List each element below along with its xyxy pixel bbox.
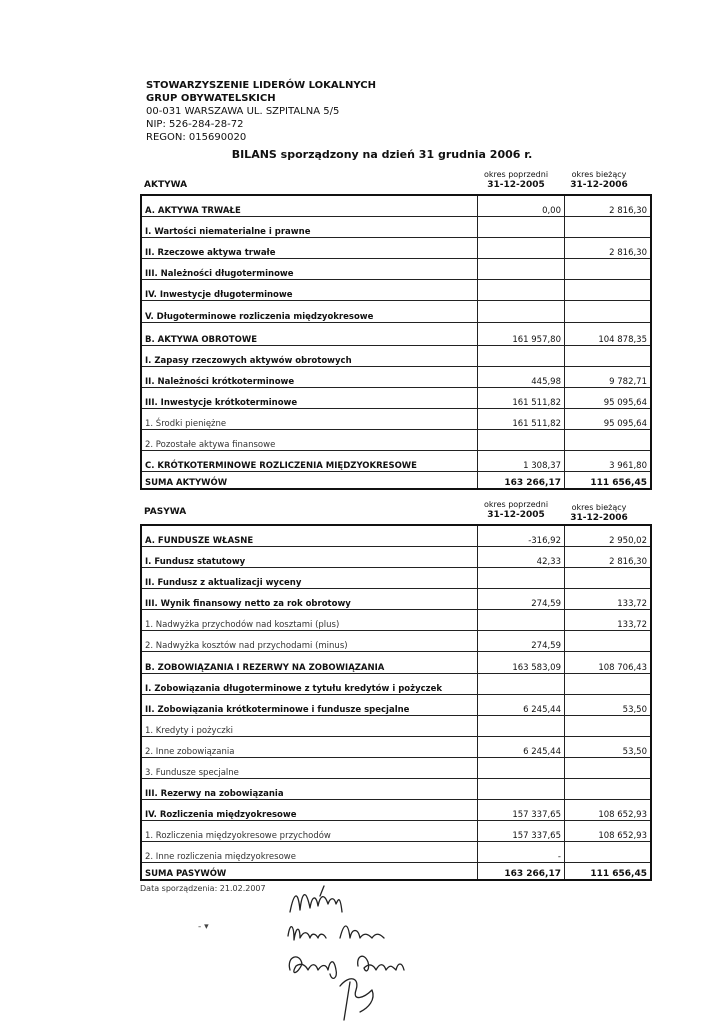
row-label: 2. Inne zobowiązania (141, 736, 478, 757)
aktywa-row-iii-naleznosci-dlugoterminowe (141, 258, 651, 279)
pasywa-row-ii-fundusz-z-aktualizacji-wyceny (141, 567, 651, 588)
row-curr-value (565, 429, 652, 450)
row-curr-value: 104 878,35 (565, 322, 652, 345)
pasywa-row-2-inne-zobowiazania (141, 736, 651, 757)
row-label: 1. Rozliczenia międzyokresowe przychodów (141, 820, 478, 841)
aktywa-row-v-dlugoterminowe-rozliczenia-miedzyokres (141, 300, 651, 322)
pasywa-row-1-rozliczenia-miedzyokresowe-przychodow (141, 820, 651, 841)
row-curr-value: 53,50 (565, 736, 652, 757)
row-label: III. Wynik finansowy netto za rok obrotowy (141, 588, 478, 609)
row-label: 1. Środki pieniężne (141, 408, 478, 429)
pasywa-row-ii-zobowiazania-krotkoterminowe-i-fundus (141, 694, 651, 715)
curr-period-date: 31-12-2006 (570, 180, 628, 190)
row-prev-value: - (478, 841, 565, 862)
row-label: 1. Nadwyżka przychodów nad kosztami (plus) (141, 609, 478, 630)
row-curr-value (565, 715, 652, 736)
row-prev-value (478, 673, 565, 694)
row-curr-value: 95 095,64 (565, 408, 652, 429)
curr-period-date: 31-12-2006 (570, 513, 628, 523)
aktywa-prev-header (476, 170, 556, 190)
row-prev-value (478, 300, 565, 322)
row-label: II. Rzeczowe aktywa trwałe (141, 237, 478, 258)
pasywa-curr-header (559, 503, 639, 523)
row-label: II. Zobowiązania krótkoterminowe i fundusze specjalne (141, 694, 478, 715)
aktywa-row-ii-rzeczowe-aktywa-trwale (141, 237, 651, 258)
row-prev-value: 1 308,37 (478, 450, 565, 471)
row-label: IV. Inwestycje długoterminowe (141, 279, 478, 300)
aktywa-row-c-krotkoterminowe-rozliczenia-miedzyokre (141, 450, 651, 471)
row-curr-value: 3 961,80 (565, 450, 652, 471)
row-prev-value (478, 429, 565, 450)
pasywa-row-i-zobowiazania-dlugoterminowe-z-tytulu-k (141, 673, 651, 694)
pasywa-table (140, 524, 652, 881)
row-label: I. Wartości niematerialne i prawne (141, 216, 478, 237)
org-regon: REGON: 015690020 (146, 132, 247, 143)
aktywa-table (140, 194, 652, 490)
row-curr-value (565, 279, 652, 300)
pasywa-row-iii-wynik-finansowy-netto-za-rok-obrotow (141, 588, 651, 609)
prev-period-label: okres poprzedni (483, 170, 549, 179)
aktywa-row-2-pozostale-aktywa-finansowe (141, 429, 651, 450)
pasywa-row-2-nadwyzka-kosztow-nad-przychodami-minus (141, 630, 651, 651)
row-curr-value: 2 816,30 (565, 237, 652, 258)
preparation-date: Data sporządzenia: 21.02.2007 (140, 884, 266, 893)
row-curr-value: 133,72 (565, 588, 652, 609)
aktywa-row-a-aktywa-trwale (141, 195, 651, 216)
pasywa-row-suma-pasywow (141, 862, 651, 880)
scan-mark: - ▾ (198, 922, 209, 932)
row-curr-value (565, 216, 652, 237)
row-curr-value: 108 652,93 (565, 799, 652, 820)
row-label: I. Zobowiązania długoterminowe z tytułu kredytów i pożyczek (141, 673, 478, 694)
prev-period-date: 31-12-2005 (487, 180, 545, 190)
curr-period-label: okres bieżący (571, 503, 627, 512)
row-prev-value: 157 337,65 (478, 799, 565, 820)
aktywa-row-suma-aktywow (141, 471, 651, 489)
row-curr-value (565, 300, 652, 322)
row-curr-value (565, 258, 652, 279)
row-label: SUMA PASYWÓW (141, 862, 478, 880)
row-label: I. Zapasy rzeczowych aktywów obrotowych (141, 345, 478, 366)
row-curr-value (565, 673, 652, 694)
row-curr-value: 108 652,93 (565, 820, 652, 841)
row-curr-value (565, 757, 652, 778)
row-prev-value (478, 345, 565, 366)
row-prev-value: 6 245,44 (478, 694, 565, 715)
row-label: I. Fundusz statutowy (141, 546, 478, 567)
organization-header (146, 79, 376, 144)
aktywa-row-1-srodki-pieniezne (141, 408, 651, 429)
org-nip: NIP: 526-284-28-72 (146, 119, 244, 130)
row-label: V. Długoterminowe rozliczenia międzyokresowe (141, 300, 478, 322)
row-prev-value: 6 245,44 (478, 736, 565, 757)
row-curr-value (565, 567, 652, 588)
org-address: 00-031 WARSZAWA UL. SZPITALNA 5/5 (146, 106, 340, 117)
pasywa-row-1-nadwyzka-przychodow-nad-kosztami-plus (141, 609, 651, 630)
document-title: BILANS sporządzony na dzień 31 grudnia 2006 r. (231, 148, 533, 161)
row-label: 2. Pozostałe aktywa finansowe (141, 429, 478, 450)
pasywa-row-2-inne-rozliczenia-miedzyokresowe (141, 841, 651, 862)
aktywa-heading: AKTYWA (144, 180, 188, 190)
row-curr-value: 9 782,71 (565, 366, 652, 387)
row-prev-value (478, 778, 565, 799)
curr-period-label: okres bieżący (571, 170, 627, 179)
row-prev-value (478, 567, 565, 588)
row-prev-value: 163 266,17 (478, 862, 565, 880)
row-prev-value (478, 757, 565, 778)
row-label: A. AKTYWA TRWAŁE (141, 195, 478, 216)
row-curr-value: 111 656,45 (565, 471, 652, 489)
row-prev-value: 157 337,65 (478, 820, 565, 841)
row-prev-value: 445,98 (478, 366, 565, 387)
row-label: III. Rezerwy na zobowiązania (141, 778, 478, 799)
row-prev-value (478, 237, 565, 258)
pasywa-row-a-fundusze-wlasne (141, 525, 651, 546)
row-label: III. Należności długoterminowe (141, 258, 478, 279)
row-prev-value (478, 279, 565, 300)
row-prev-value (478, 216, 565, 237)
row-prev-value (478, 258, 565, 279)
aktywa-row-iii-inwestycje-krotkoterminowe (141, 387, 651, 408)
aktywa-row-i-zapasy-rzeczowych-aktywow-obrotowych (141, 345, 651, 366)
row-label: III. Inwestycje krótkoterminowe (141, 387, 478, 408)
aktywa-row-iv-inwestycje-dlugoterminowe (141, 279, 651, 300)
pasywa-row-b-zobowiazania-i-rezerwy-na-zobowiazania (141, 651, 651, 673)
org-name-line1: STOWARZYSZENIE LIDERÓW LOKALNYCH (146, 80, 376, 91)
row-label: B. AKTYWA OBROTOWE (141, 322, 478, 345)
row-curr-value (565, 345, 652, 366)
row-curr-value: 133,72 (565, 609, 652, 630)
row-prev-value: 163 583,09 (478, 651, 565, 673)
row-prev-value: 161 957,80 (478, 322, 565, 345)
row-curr-value: 2 950,02 (565, 525, 652, 546)
row-prev-value: 161 511,82 (478, 408, 565, 429)
row-prev-value: 161 511,82 (478, 387, 565, 408)
row-curr-value (565, 841, 652, 862)
row-curr-value: 108 706,43 (565, 651, 652, 673)
prev-period-label: okres poprzedni (483, 500, 549, 509)
row-prev-value: 163 266,17 (478, 471, 565, 489)
row-label: 1. Kredyty i pożyczki (141, 715, 478, 736)
pasywa-row-iv-rozliczenia-miedzyokresowe (141, 799, 651, 820)
prev-period-date: 31-12-2005 (487, 510, 545, 520)
pasywa-prev-header (476, 500, 556, 520)
aktywa-row-b-aktywa-obrotowe (141, 322, 651, 345)
row-label: IV. Rozliczenia międzyokresowe (141, 799, 478, 820)
row-prev-value (478, 609, 565, 630)
pasywa-row-i-fundusz-statutowy (141, 546, 651, 567)
aktywa-curr-header (559, 170, 639, 190)
signatures-image (280, 882, 480, 1022)
row-label: 2. Inne rozliczenia międzyokresowe (141, 841, 478, 862)
pasywa-heading: PASYWA (144, 507, 187, 517)
row-prev-value: 42,33 (478, 546, 565, 567)
row-curr-value: 111 656,45 (565, 862, 652, 880)
row-label: C. KRÓTKOTERMINOWE ROZLICZENIA MIĘDZYOKRESOWE (141, 450, 478, 471)
row-prev-value: 274,59 (478, 588, 565, 609)
org-name-line2: GRUP OBYWATELSKICH (146, 93, 276, 104)
row-prev-value (478, 715, 565, 736)
row-label: 3. Fundusze specjalne (141, 757, 478, 778)
row-prev-value: -316,92 (478, 525, 565, 546)
row-label: 2. Nadwyżka kosztów nad przychodami (minus) (141, 630, 478, 651)
pasywa-row-iii-rezerwy-na-zobowiazania (141, 778, 651, 799)
row-prev-value: 274,59 (478, 630, 565, 651)
row-curr-value: 95 095,64 (565, 387, 652, 408)
row-label: B. ZOBOWIĄZANIA I REZERWY NA ZOBOWIĄZANIA (141, 651, 478, 673)
row-curr-value (565, 778, 652, 799)
row-curr-value: 2 816,30 (565, 546, 652, 567)
aktywa-row-i-wartosci-niematerialne-i-prawne (141, 216, 651, 237)
row-label: II. Należności krótkoterminowe (141, 366, 478, 387)
pasywa-row-3-fundusze-specjalne (141, 757, 651, 778)
row-label: II. Fundusz z aktualizacji wyceny (141, 567, 478, 588)
aktywa-row-ii-naleznosci-krotkoterminowe (141, 366, 651, 387)
row-curr-value: 2 816,30 (565, 195, 652, 216)
row-prev-value: 0,00 (478, 195, 565, 216)
row-curr-value (565, 630, 652, 651)
row-curr-value: 53,50 (565, 694, 652, 715)
pasywa-row-1-kredyty-i-pozyczki (141, 715, 651, 736)
row-label: A. FUNDUSZE WŁASNE (141, 525, 478, 546)
row-label: SUMA AKTYWÓW (141, 471, 478, 489)
